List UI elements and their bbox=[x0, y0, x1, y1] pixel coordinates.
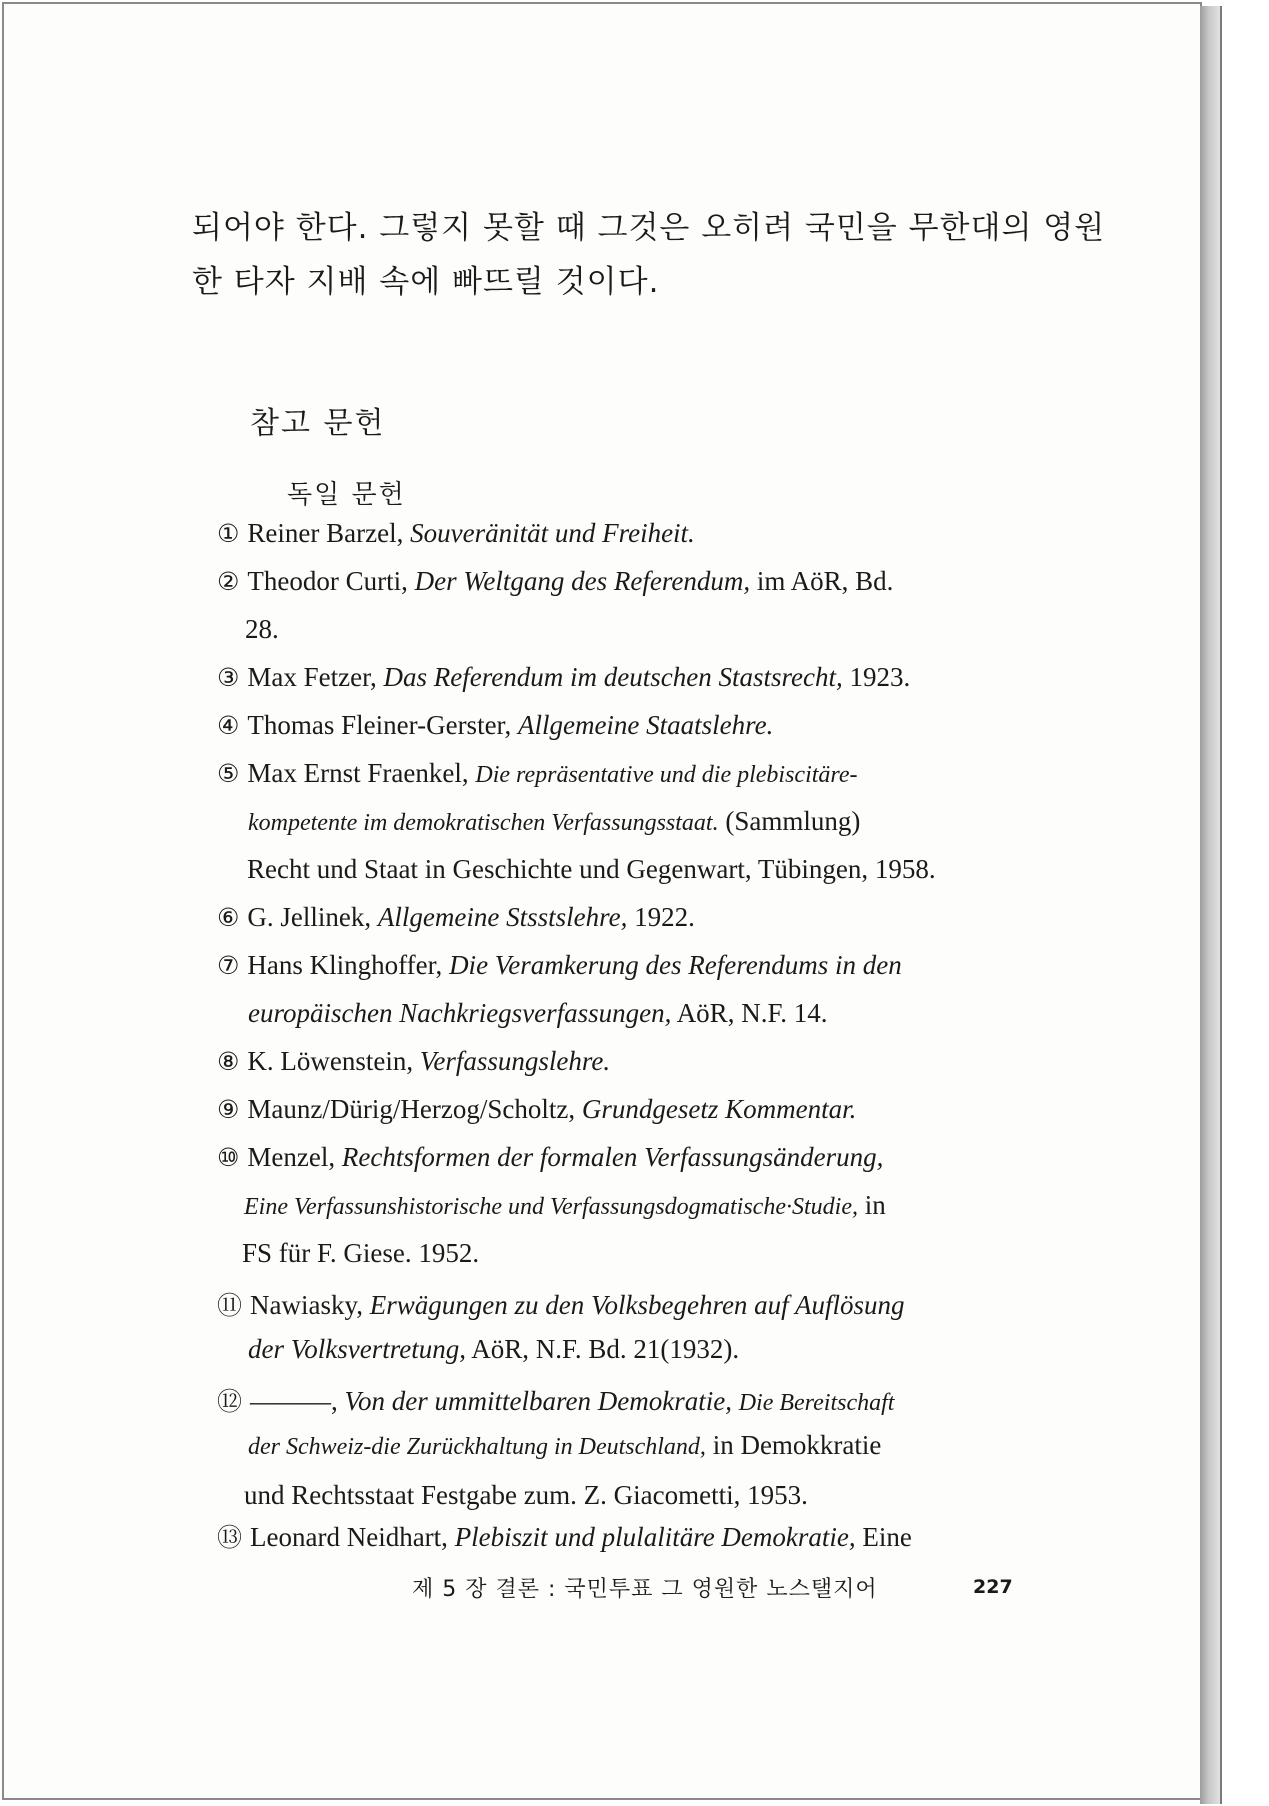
reference-number: ⑬ bbox=[217, 1523, 243, 1552]
reference-continuation bbox=[248, 806, 860, 837]
reference-number: ⑧ bbox=[217, 1047, 240, 1076]
reference-author: Thomas Fleiner-Gerster, bbox=[247, 710, 512, 740]
reference-continuation: FS für F. Giese. 1952. bbox=[242, 1238, 480, 1268]
reference-title-cont: europäischen Nachkriegsverfassungen, bbox=[248, 998, 672, 1028]
reference-continues: Eine bbox=[862, 1522, 912, 1552]
reference-item bbox=[217, 1046, 610, 1077]
reference-title: Verfassungslehre. bbox=[419, 1046, 611, 1076]
reference-item bbox=[217, 950, 902, 981]
reference-continuation bbox=[248, 1430, 881, 1461]
running-footer: 제 5 장 결론 : 국민투표 그 영원한 노스탤지어 bbox=[412, 1577, 878, 1602]
reference-title: Von der ummittelbaren Demokratie, bbox=[344, 1386, 732, 1416]
reference-title: Die Veramkerung des Referendums in den bbox=[449, 950, 902, 980]
section-title: 참고 문헌 bbox=[250, 406, 386, 441]
reference-continuation: Recht und Staat in Geschichte und Gegenwart, Tübingen, 1958. bbox=[247, 854, 936, 884]
reference-number: ⑩ bbox=[217, 1143, 240, 1172]
reference-author: Theodor Curti, bbox=[247, 566, 408, 596]
reference-publication: in Demokkratie bbox=[712, 1430, 882, 1460]
reference-author: Reiner Barzel, bbox=[247, 518, 404, 548]
reference-item bbox=[217, 518, 695, 549]
reference-number: ① bbox=[217, 519, 240, 548]
reference-author: K. Löwenstein, bbox=[247, 1046, 414, 1076]
body-text-line-2: 한 타자 지배 속에 빠뜨릴 것이다. bbox=[192, 264, 660, 300]
reference-title-cont: der Volksvertretung, bbox=[248, 1334, 466, 1364]
reference-publication: in bbox=[864, 1190, 886, 1220]
reference-author: G. Jellinek, bbox=[247, 902, 372, 932]
reference-number: ⑨ bbox=[217, 1095, 240, 1124]
body-text-line-1: 되어야 한다. 그렇지 못할 때 그것은 오히려 국민을 무한대의 영원 bbox=[192, 210, 1106, 246]
reference-title: Allgemeine Stsstslehre, bbox=[377, 902, 628, 932]
reference-author: Menzel, bbox=[247, 1142, 336, 1172]
section-subtitle: 독일 문헌 bbox=[287, 480, 406, 510]
reference-title-cont: Eine Verfassunshistorische und Verfassungsdogmatische·Studie, bbox=[244, 1194, 858, 1220]
reference-continuation: und Rechtsstaat Festgabe zum. Z. Giacometti, 1953. bbox=[244, 1480, 808, 1510]
reference-title: Plebiszit und plulalitäre Demokratie, bbox=[454, 1522, 856, 1552]
page-edge-line bbox=[1220, 6, 1222, 1804]
reference-publication: (Sammlung) bbox=[725, 806, 861, 836]
reference-author: Max Ernst Fraenkel, bbox=[247, 758, 469, 788]
reference-title: Erwägungen zu den Volksbegehren auf Auflösung bbox=[369, 1290, 905, 1320]
reference-number: ⑫ bbox=[217, 1387, 243, 1416]
reference-number: ④ bbox=[217, 711, 240, 740]
reference-year: 1923. bbox=[849, 662, 911, 692]
reference-number: ⑦ bbox=[217, 951, 240, 980]
reference-item bbox=[217, 902, 695, 933]
reference-number: ③ bbox=[217, 663, 240, 692]
reference-title: Grundgesetz Kommentar. bbox=[581, 1094, 857, 1124]
reference-year: 1922. bbox=[634, 902, 695, 932]
reference-number: ⑥ bbox=[217, 903, 240, 932]
reference-continuation bbox=[248, 998, 828, 1029]
reference-title-2: Die Bereitschaft bbox=[738, 1390, 895, 1416]
reference-continuation: 28. bbox=[245, 614, 279, 644]
reference-item bbox=[217, 1094, 856, 1125]
reference-item bbox=[217, 758, 858, 789]
reference-continuation bbox=[244, 1190, 886, 1221]
reference-item bbox=[217, 1286, 904, 1322]
page-edge-shadow bbox=[1200, 6, 1222, 1804]
reference-title: Das Referendum im deutschen Stastsrecht, bbox=[383, 662, 843, 692]
reference-title: Souveränität und Freiheit. bbox=[410, 518, 695, 548]
reference-item bbox=[217, 566, 893, 597]
reference-author: Max Fetzer, bbox=[247, 662, 377, 692]
reference-title: Die repräsentative und die plebiscitäre- bbox=[475, 762, 858, 788]
reference-publication: AöR, N.F. 14. bbox=[676, 998, 828, 1028]
reference-author: ———, bbox=[250, 1386, 338, 1416]
reference-item bbox=[217, 1518, 912, 1554]
reference-item bbox=[217, 710, 773, 741]
reference-item bbox=[217, 662, 910, 693]
reference-number: ⑤ bbox=[217, 759, 240, 788]
reference-author: Maunz/Dürig/Herzog/Scholtz, bbox=[247, 1094, 576, 1124]
reference-author: Leonard Neidhart, bbox=[250, 1522, 448, 1552]
reference-title: Allgemeine Staatslehre. bbox=[517, 710, 774, 740]
reference-author: Hans Klinghoffer, bbox=[247, 950, 443, 980]
reference-number: ② bbox=[217, 567, 240, 596]
reference-item bbox=[217, 1142, 883, 1173]
page-number: 227 bbox=[973, 1576, 1013, 1598]
reference-title: Rechtsformen der formalen Verfassungsänderung, bbox=[341, 1142, 884, 1172]
reference-author: Nawiasky, bbox=[250, 1290, 363, 1320]
reference-title-cont: kompetente im demokratischen Verfassungsstaat. bbox=[248, 810, 719, 836]
reference-publication: im AöR, Bd. bbox=[756, 566, 894, 596]
reference-title: Der Weltgang des Referendum, bbox=[414, 566, 751, 596]
reference-item bbox=[217, 1382, 894, 1418]
reference-number: ⑪ bbox=[217, 1291, 243, 1320]
reference-continuation bbox=[248, 1334, 739, 1365]
reference-publication: AöR, N.F. Bd. 21(1932). bbox=[471, 1334, 740, 1364]
reference-title-cont: der Schweiz-die Zurückhaltung in Deutschland, bbox=[248, 1434, 706, 1460]
